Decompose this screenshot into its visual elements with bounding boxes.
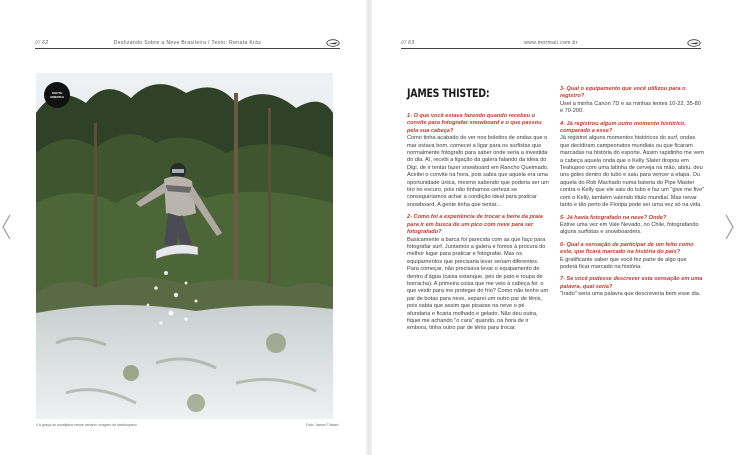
question-1: 1- O que você estava fazendo quando recebeu o convite para fotografar snowboard e o que passou pela sua cabeça? bbox=[407, 113, 542, 134]
answer-4: Já registrei alguns momentos históricos do surf, ondas que decidiram campeonatos mundiais ou que ficaram marcadas na história do esporte. Assim rapidinho me vem a cabeça aquela onda que o Kelly Slater dropou em Teahupoo com uma latinha de cerveja na mão, abriu, deu uns goles dentro do tubo e saiu para vencer a etapa. Ou aquela do Rob Machado numa bateria do Pipe Master contra o Kelly que ele saiu do tubo e faz um "give me five" com o Kelly, também valendo título mundial. Mas nevar tanto e tão perto de Floripa pode ser uma vez só na vida. bbox=[560, 135, 705, 209]
question-2: 2- Como foi a experiência de trocar a beira da praia para ir em busca de um pico com neve para ser fotografado? bbox=[407, 214, 543, 236]
left-page-header bbox=[35, 38, 340, 48]
header-rule bbox=[35, 48, 340, 49]
answer-2: Basicamente a barca foi parecida com as que faço para fotografar surf. Juntamos a galera e fomos à procura do melhor lugar para praticar e fotografar. Mas os equipamentos que precisaria levar seriam diferentes. Para começar, não precisava levar o equipamento de dentro d'água (caixa estanque, pés de pato e roupa de borracha). A primeira coisa que me veio à cabeça foi: o que vestir para me proteger do frio? Como não tenho um par de botas para neve, separei um outro par de tênis, pois sabia que assim que pisasse na neve o pé afundaria e ficaria molhado e gelado. Não deu outra, fiquei me achando "o cara" quando, na hora de ir embora, tinha outro par de tênis para trocar. bbox=[407, 236, 549, 332]
interview-column-1 bbox=[407, 113, 549, 338]
snowboarder-jump-image bbox=[36, 73, 333, 419]
left-page-number: /// 62 bbox=[35, 40, 49, 46]
header-rule bbox=[401, 48, 701, 49]
snowboard-photo bbox=[36, 73, 333, 419]
answer-7: "Irado" seria uma palavra que descreveria bem esse dia. bbox=[560, 291, 701, 298]
right-page-header bbox=[401, 38, 701, 48]
interview-column-2 bbox=[560, 86, 705, 304]
right-page-number: /// 63 bbox=[401, 40, 415, 46]
question-6: 6- Qual a sensação de participar de um feito como este, que ficará marcado na história do país? bbox=[560, 241, 694, 256]
answer-5: Estive uma vez em Vale Nevado, no Chile, fotografando alguns surfistas e snowboarders. bbox=[560, 221, 699, 236]
brand-logo-icon bbox=[687, 39, 701, 47]
question-3: 3- Qual o equipamento que você utilizou para o registro? bbox=[560, 86, 686, 100]
question-4: 4- Já registrou algum outro momento histórico, comparado a esse? bbox=[560, 120, 686, 135]
badge-line-2: AMERICA bbox=[50, 95, 64, 99]
answer-1: Como tinha acabado de ver nos boletins de ondas que o mar estava bom, comecei a ligar para os surfistas que normalmente fotografo para saber onde seria a investida do dia. Aí, recebi a ligação da galera falando da ideia do Digi, de ir tentar fazer snowboard em Rancho Queimado. Aceitei o convite na hora, pois sabia que aquela era uma oportunidade única, mesmo sabendo que poderia ser um tiro no escuro, pois não tínhamos certeza se conseguiríamos achar a condição ideal para praticar snowboard. A gente tinha que tentar... bbox=[407, 135, 549, 208]
interview-title: JAMES THISTED: bbox=[407, 86, 490, 100]
previous-page-arrow-icon[interactable] bbox=[1, 214, 11, 240]
badge-line-1: SOUTH bbox=[51, 91, 63, 95]
brand-logo-icon bbox=[326, 39, 340, 47]
page-gutter bbox=[366, 0, 372, 455]
question-7: 7- Se você pudesse descrever esta sensação em uma palavra, qual seria? bbox=[560, 276, 703, 290]
question-5: 5- Já havia fotografado na neve? Onde? bbox=[560, 214, 667, 221]
answer-3: Usei a minha Canon 7D e as minhas lentes 10-22, 35-80 e 70-200. bbox=[560, 100, 701, 115]
right-header-url[interactable]: www.mormaii.com.br bbox=[524, 40, 578, 46]
left-header-title: Deslizando Sobre a Neve Brasileira / Texto: Renata Krás bbox=[113, 40, 262, 46]
answer-6: É gratificante saber que você fez parte de algo que poderá ficar marcado na história. bbox=[560, 256, 687, 270]
photo-credit: Foto: James Thisted bbox=[306, 423, 339, 427]
next-page-arrow-icon[interactable] bbox=[725, 214, 735, 240]
photo-caption: I/ A graça do eucaliptos nesse cenário: imagem de desbloqueio bbox=[36, 423, 137, 427]
badge-logo bbox=[44, 82, 70, 108]
